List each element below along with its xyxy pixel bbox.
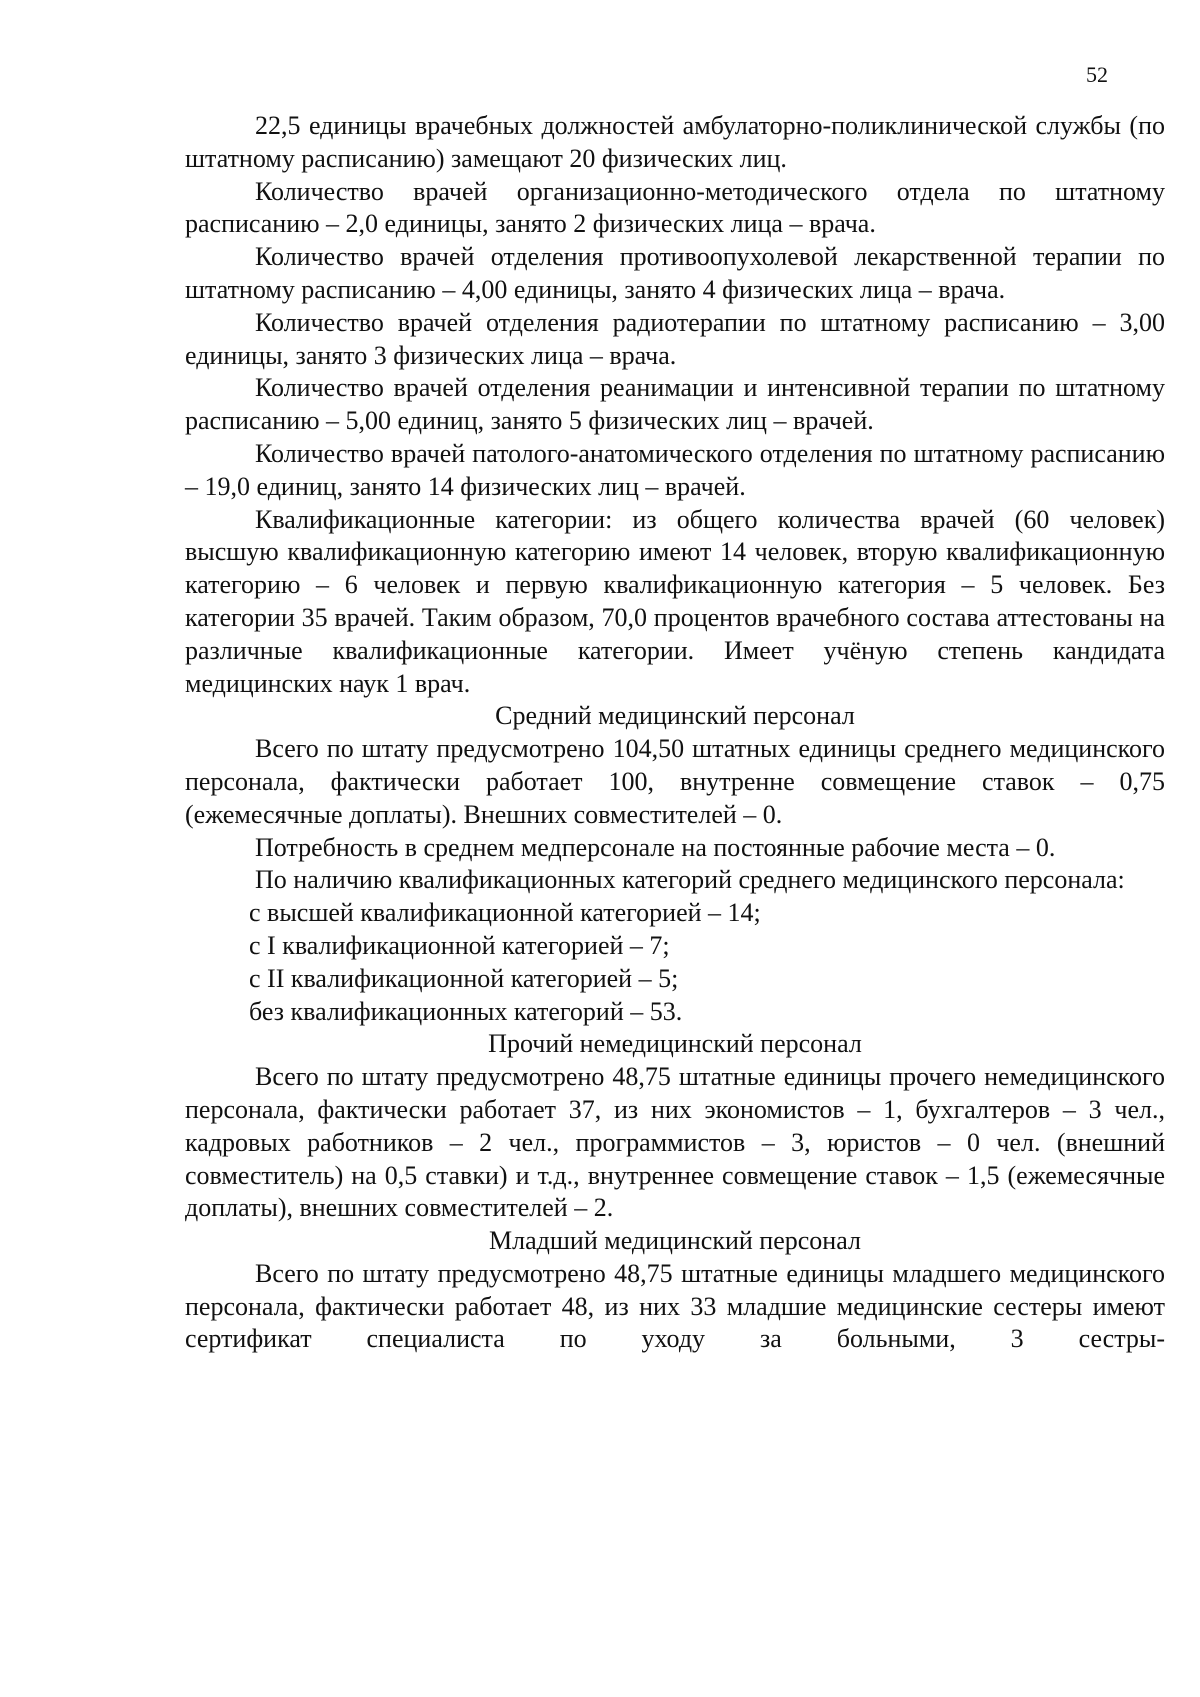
paragraph-nursing-total: Всего по штату предусмотрено 104,50 штатных единицы среднего медицинского персонала, фактически работает 100, внутренне совмещение ставок – 0,75 (ежемесячные доплаты). Внешних совместителей – 0. xyxy=(185,734,1165,829)
paragraph-physicians-qualification: Квалификационные категории: из общего количества врачей (60 человек) высшую квалификационную категорию имеют 14 человек, вторую квалификационную категорию – 6 человек и первую квалификационную категория – 5 человек. Без категории 35 врачей. Таким образом, 70,0 процентов врачебного состава аттестованы на различные квалификационные категории. Имеет учёную степень кандидата медицинских наук 1 врач. xyxy=(185,504,1165,698)
nursing-categories-list xyxy=(185,897,1165,1028)
paragraph-junior-medical-total: Всего по штату предусмотрено 48,75 штатные единицы младшего медицинского персонала, фактически работает 48, из них 33 младшие медицинские сестеры имеют сертификат специалиста по уходу за больными, 3 сестры- xyxy=(185,1258,1165,1354)
section-heading-non-medical-staff: Прочий немедицинский персонал xyxy=(488,1029,862,1059)
paragraph-physicians-methodical: Количество врачей организационно-методического отдела по штатному расписанию – 2,0 единицы, занято 2 физических лица – врача. xyxy=(185,176,1165,239)
list-item: без квалификационных категорий – 53. xyxy=(249,996,683,1026)
page-number: 52 xyxy=(1086,62,1108,87)
paragraph-nursing-categories-intro: По наличию квалификационных категорий среднего медицинского персонала: xyxy=(255,865,1125,895)
list-item: с II квалификационной категорией – 5; xyxy=(249,963,679,993)
paragraph-physicians-reanimation: Количество врачей отделения реанимации и интенсивной терапии по штатному расписанию – 5,00 единиц, занято 5 физических лиц – врачей. xyxy=(185,373,1165,436)
section-heading-junior-medical-staff: Младший медицинский персонал xyxy=(489,1226,861,1256)
list-item: с I квалификационной категорией – 7; xyxy=(249,930,670,960)
paragraph-physicians-chemotherapy: Количество врачей отделения противоопухолевой лекарственной терапии по штатному расписанию – 4,00 единицы, занято 4 физических лица – врача. xyxy=(185,242,1165,304)
paragraph-nursing-need: Потребность в среднем медперсонале на постоянные рабочие места – 0. xyxy=(255,832,1056,862)
paragraph-physicians-outpatient: 22,5 единицы врачебных должностей амбулаторно-поликлинической службы (по штатному расписанию) замещают 20 физических лиц. xyxy=(185,111,1165,173)
paragraph-physicians-pathology: Количество врачей патолого-анатомического отделения по штатному расписанию – 19,0 единиц, занято 14 физических лиц – врачей. xyxy=(185,438,1165,501)
paragraph-non-medical-total: Всего по штату предусмотрено 48,75 штатные единицы прочего немедицинского персонала, фактически работает 37, из них экономистов – 1, бухгалтеров – 3 чел., кадровых работников – 2 чел., программистов – 3, юристов – 0 чел. (внешний совместитель) на 0,5 ставки) и т.д., внутреннее совмещение ставок – 1,5 (ежемесячные доплаты), внешних совместителей – 2. xyxy=(185,1062,1165,1223)
list-item: с высшей квалификационной категорией – 14; xyxy=(249,898,761,928)
section-heading-nursing-staff: Средний медицинский персонал xyxy=(495,701,855,731)
document-body xyxy=(185,110,1165,1356)
paragraph-physicians-radiotherapy: Количество врачей отделения радиотерапии по штатному расписанию – 3,00 единицы, занято 3 физических лица – врача. xyxy=(185,307,1165,370)
